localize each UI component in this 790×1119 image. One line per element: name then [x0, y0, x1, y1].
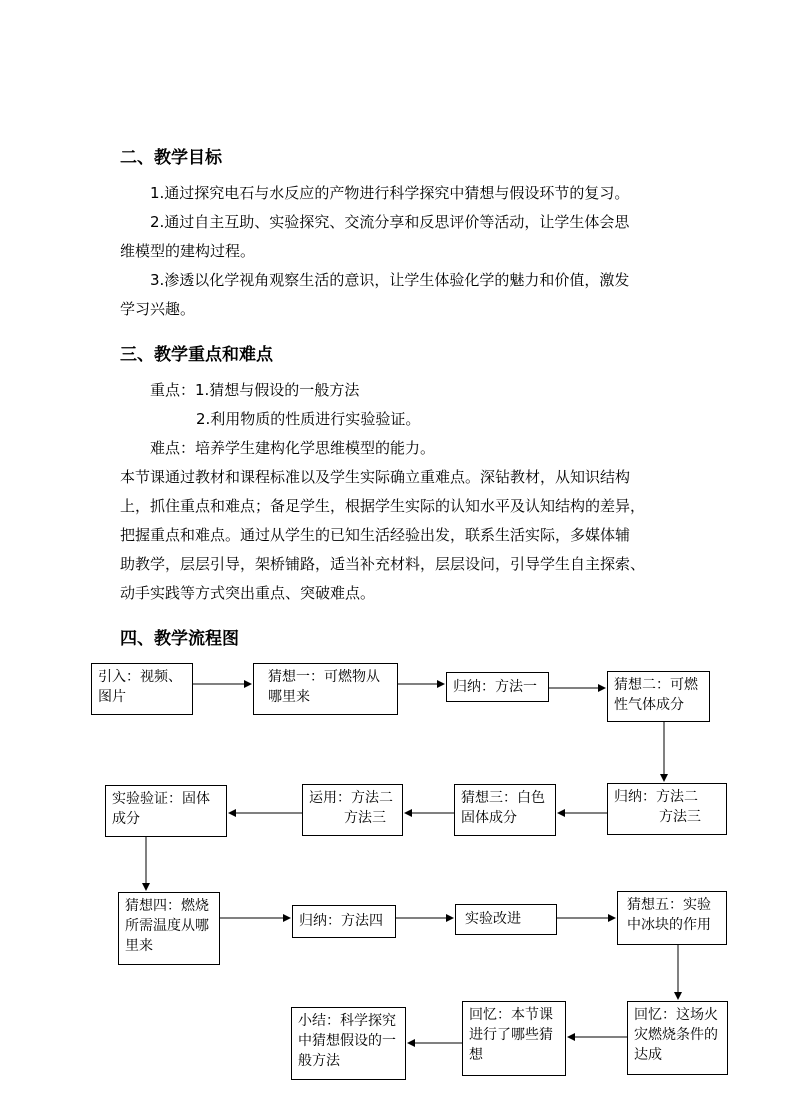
- paragraph-line-3: 把握重点和难点。通过从学生的已知生活经验出发，联系生活实际，多媒体辅: [120, 526, 631, 544]
- goal-item-2-cont: 维模型的建构过程。: [120, 242, 256, 260]
- paragraph-line-1: 本节课通过教材和课程标准以及学生实际确立重难点。深钻教材，从知识结构: [120, 468, 631, 486]
- flow-box-summary-4: 归纳：方法四: [292, 905, 396, 938]
- goal-item-2: 2.通过自主互助、实验探究、交流分享和反思评价等活动，让学生体会思: [150, 213, 630, 231]
- heading-flow: 四、教学流程图: [120, 629, 239, 649]
- flow-box-recall-lesson: 回忆：本节课进行了哪些猜想: [462, 1001, 566, 1076]
- goal-item-1: 1.通过探究电石与水反应的产物进行科学探究中猜想与假设环节的复习。: [150, 184, 630, 202]
- flow-box-guess-5: 猜想五：实验中冰块的作用: [617, 891, 727, 945]
- flow-box-summary-2-line-2: 方法三: [659, 809, 701, 825]
- goal-item-3: 3.渗透以化学视角观察生活的意识，让学生体验化学的魅力和价值，激发: [150, 271, 630, 289]
- flow-box-guess-1: 猜想一：可燃物从哪里来: [253, 663, 398, 715]
- flow-box-intro: 引入：视频、图片: [91, 663, 193, 715]
- heading-goals: 二、教学目标: [120, 148, 222, 168]
- key-point-line-2: 2.利用物质的性质进行实验验证。: [196, 410, 421, 428]
- flow-box-summary-2-line-1: 归纳：方法二: [614, 789, 698, 805]
- flow-box-guess-4: 猜想四：燃烧所需温度从哪里来: [118, 892, 220, 965]
- flow-box-apply-line-1: 运用：方法二: [309, 790, 393, 806]
- flow-box-guess-2: 猜想二：可燃性气体成分: [607, 671, 710, 722]
- flow-box-conclusion: 小结：科学探究中猜想假设的一般方法: [291, 1007, 406, 1080]
- flow-box-guess-3: 猜想三：白色固体成分: [454, 784, 556, 836]
- flow-box-apply-line-2: 方法三: [344, 810, 386, 826]
- flow-box-recall-fire: 回忆：这场火灾燃烧条件的达成: [627, 1001, 728, 1075]
- paragraph-line-4: 助教学，层层引导，架桥铺路，适当补充材料，层层设问，引导学生自主探索、: [120, 555, 646, 573]
- goal-item-3-cont: 学习兴趣。: [120, 300, 196, 318]
- flow-box-improve: 实验改进: [455, 904, 557, 935]
- key-point-line-1: 重点：1.猜想与假设的一般方法: [150, 381, 360, 399]
- paragraph-line-5: 动手实践等方式突出重点、突破难点。: [120, 584, 376, 602]
- flow-box-summary-1: 归纳：方法一: [446, 672, 549, 702]
- difficulty-line: 难点：培养学生建构化学思维模型的能力。: [150, 439, 436, 457]
- flow-box-verify: 实验验证：固体成分: [105, 785, 227, 837]
- heading-keypoints: 三、教学重点和难点: [120, 345, 273, 365]
- paragraph-line-2: 上，抓住重点和难点；备足学生，根据学生实际的认知水平及认知结构的差异，: [120, 497, 646, 515]
